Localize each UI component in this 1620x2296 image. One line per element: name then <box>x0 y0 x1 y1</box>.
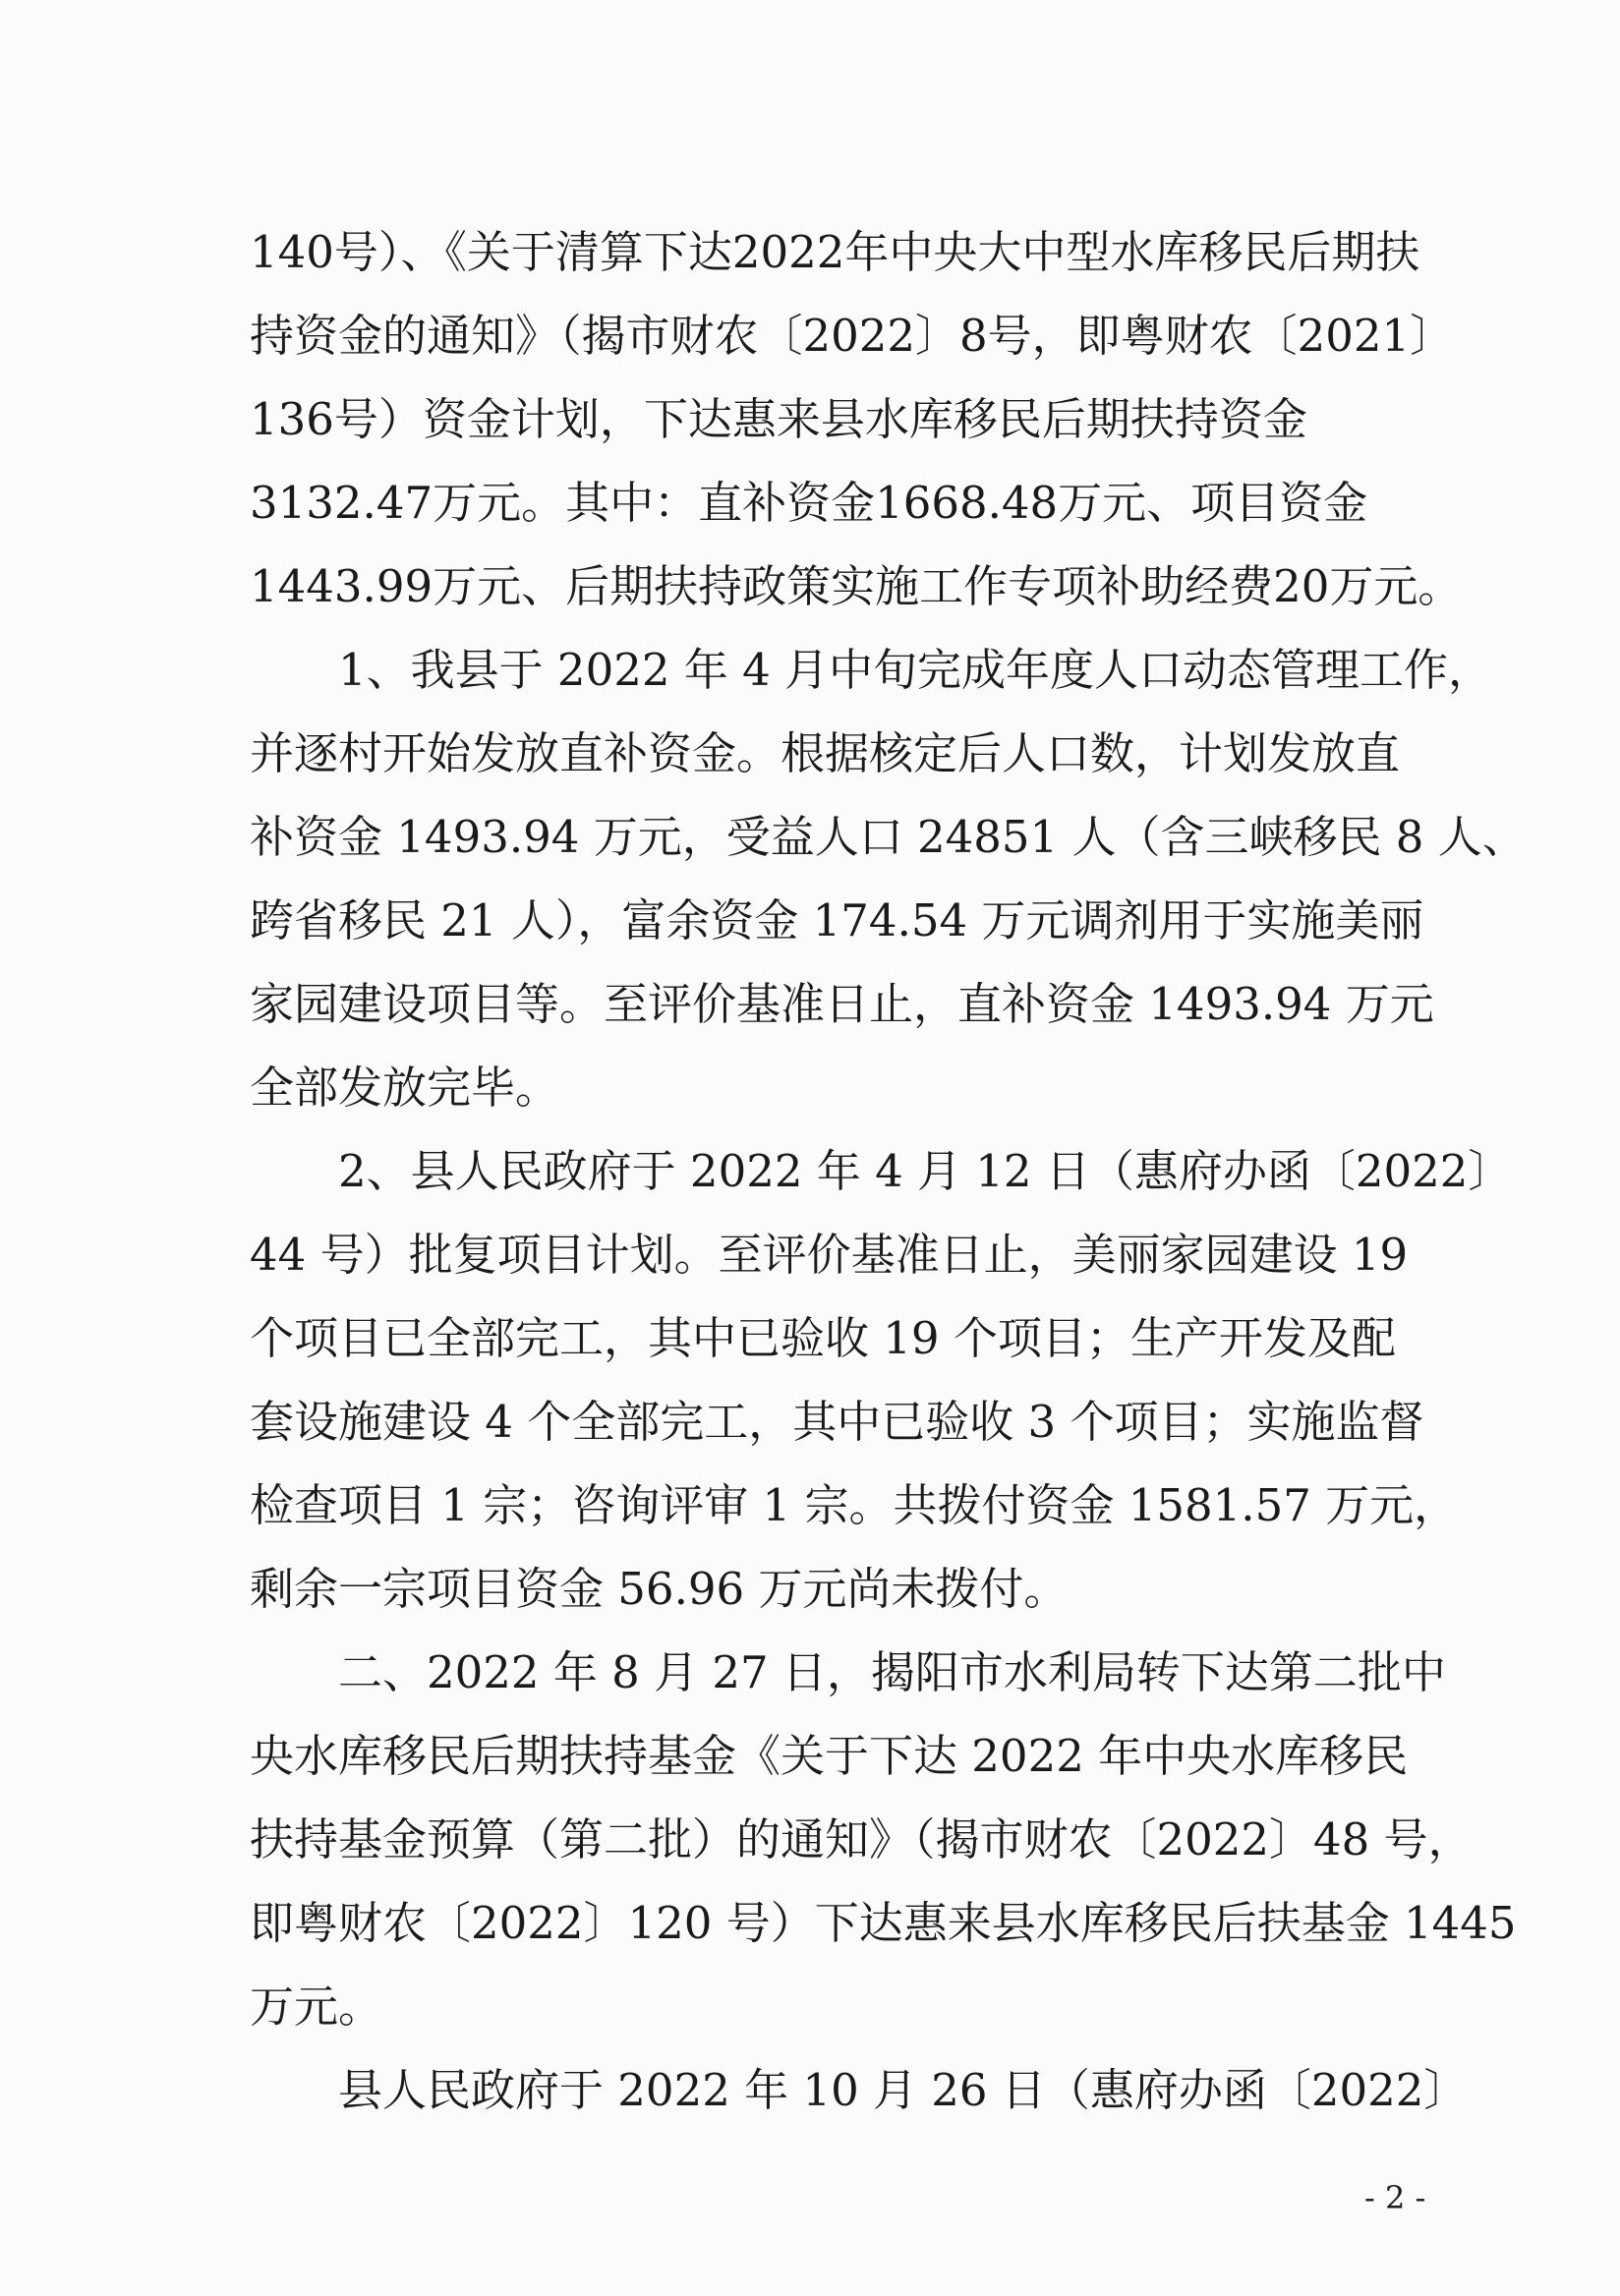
paragraph-first-line: 1、我县于 2022 年 4 月中旬完成年度人口动态管理工作， <box>338 644 1493 696</box>
paragraph-first-line: 2、县人民政府于 2022 年 4 月 12 日（惠府办函〔2022〕 <box>338 1145 1513 1197</box>
text-line: 扶持基金预算（第二批）的通知》（揭市财农〔2022〕48 号， <box>250 1813 1473 1866</box>
text-line: 剩余一宗项目资金 56.96 万元尚未拨付。 <box>250 1563 1069 1615</box>
document-body <box>250 210 1527 2132</box>
text-line: 44 号）批复项目计划。至评价基准日止，美丽家园建设 19 <box>250 1229 1409 1281</box>
paragraph-first-line: 二、2022 年 8 月 27 日，揭阳市水利局转下达第二批中 <box>338 1646 1446 1698</box>
text-line: 136号）资金计划，下达惠来县水库移民后期扶持资金 <box>250 393 1307 445</box>
text-line: 全部发放完毕。 <box>250 1062 560 1114</box>
text-line: 套设施建设 4 个全部完工，其中已验收 3 个项目；实施监督 <box>250 1396 1424 1448</box>
text-line: 个项目已全部完工，其中已验收 19 个项目；生产开发及配 <box>250 1312 1396 1364</box>
text-line: 即粤财农〔2022〕120 号）下达惠来县水库移民后扶基金 1445 <box>250 1897 1517 1949</box>
text-line: 3132.47万元。其中：直补资金1668.48万元、项目资金 <box>250 477 1368 529</box>
paragraph-first-line: 县人民政府于 2022 年 10 月 26 日（惠府办函〔2022〕 <box>338 2064 1469 2116</box>
text-line: 并逐村开始发放直补资金。根据核定后人口数，计划发放直 <box>250 727 1401 779</box>
text-line: 补资金 1493.94 万元，受益人口 24851 人（含三峡移民 8 人、 <box>250 811 1527 863</box>
text-line: 140号）、《关于清算下达2022年中央大中型水库移民后期扶 <box>250 226 1420 278</box>
text-line: 检查项目 1 宗；咨询评审 1 宗。共拨付资金 1581.57 万元， <box>250 1479 1459 1531</box>
text-line: 持资金的通知》（揭市财农〔2022〕8号，即粤财农〔2021〕 <box>250 310 1455 362</box>
text-line: 跨省移民 21 人），富余资金 174.54 万元调剂用于实施美丽 <box>250 894 1424 947</box>
text-line: 央水库移民后期扶持基金《关于下达 2022 年中央水库移民 <box>250 1730 1409 1782</box>
text-line: 1443.99万元、后期扶持政策实施工作专项补助经费20万元。 <box>250 560 1463 612</box>
page-number: - 2 - <box>1364 2179 1426 2216</box>
text-line: 万元。 <box>250 1980 383 2033</box>
text-line: 家园建设项目等。至评价基准日止，直补资金 1493.94 万元 <box>250 978 1434 1030</box>
